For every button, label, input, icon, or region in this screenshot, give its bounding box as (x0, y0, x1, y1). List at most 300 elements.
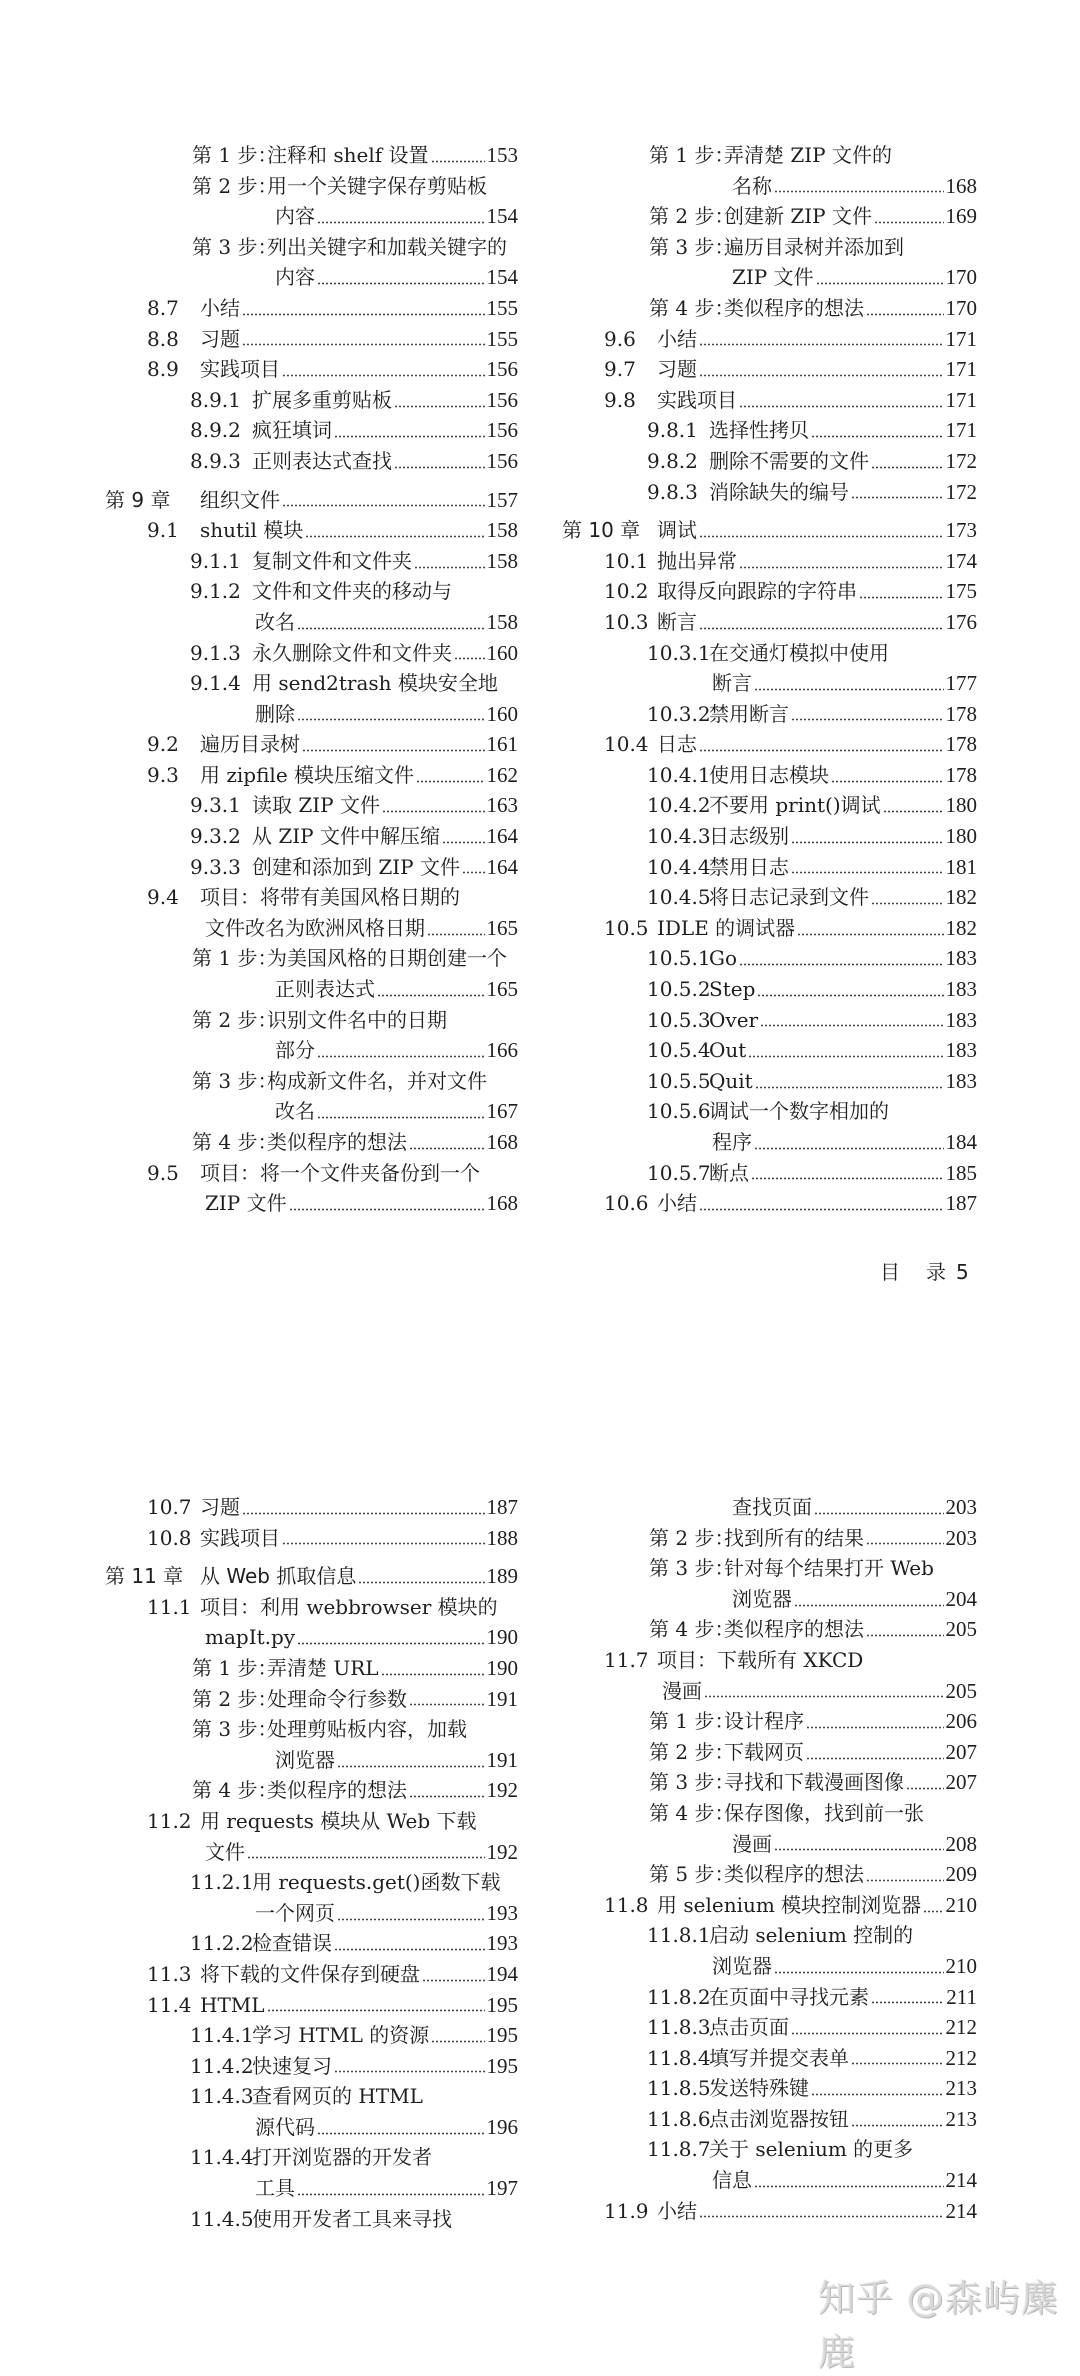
dot-leader (757, 994, 943, 997)
toc-entry (562, 2043, 977, 2074)
toc-entry-title: 处理剪贴板内容，加载 (267, 1717, 467, 1742)
toc-entry (105, 262, 518, 293)
dot-leader (317, 1055, 485, 1058)
toc-entry-title: 启动 selenium 控制的 (709, 1923, 914, 1948)
toc-entry (562, 1096, 977, 1127)
toc-entry-number: 8.8 (147, 326, 179, 351)
dot-leader (816, 282, 944, 285)
toc-entry-number: 10.3 (604, 609, 649, 634)
toc-entry-title: 为美国风格的日期创建一个 (267, 946, 507, 971)
dot-leader (831, 780, 944, 783)
toc-column-left (105, 1492, 518, 2234)
toc-entry-number: 11.2 (147, 1808, 192, 1833)
toc-entry (105, 1806, 518, 1837)
toc-entry (105, 2051, 518, 2082)
dot-leader (866, 313, 944, 316)
toc-entry-title: 调试 (657, 518, 697, 543)
dot-leader (267, 2009, 485, 2012)
dot-leader (874, 221, 944, 224)
toc-entry-title: 文件改名为欧洲风格日期 (205, 915, 425, 940)
toc-entry (562, 1158, 977, 1189)
dot-leader (427, 933, 485, 936)
dot-leader (247, 1856, 485, 1859)
toc-entry (105, 140, 518, 171)
toc-entry (562, 262, 977, 293)
toc-entry-page-number: 153 (486, 143, 518, 167)
toc-entry-title: 日志级别 (709, 824, 789, 849)
toc-entry (562, 607, 977, 638)
toc-entry-number: 9.6 (604, 326, 636, 351)
toc-entry-title: 用 requests 模块从 Web 下载 (200, 1808, 477, 1833)
toc-entry-number: 10.8 (147, 1525, 192, 1550)
toc-entry-page-number: 158 (486, 609, 518, 634)
toc-entry (105, 1158, 518, 1189)
toc-entry-number: 10.5.1 (647, 946, 711, 971)
toc-entry-page-number: 177 (945, 671, 977, 696)
toc-entry-title: Step (709, 977, 756, 1002)
toc-entry-page-number: 183 (945, 1038, 977, 1063)
toc-entry-page-number: 178 (945, 762, 977, 787)
dot-leader (774, 1848, 944, 1851)
toc-entry-page-number: 213 (945, 2076, 977, 2101)
toc-entry-number: 9.3.1 (190, 793, 241, 818)
dot-leader (791, 871, 944, 874)
toc-entry (105, 882, 518, 913)
toc-entry-number: 9.2 (147, 732, 179, 757)
toc-entry (105, 699, 518, 730)
toc-entry-number: 8.9.2 (190, 418, 241, 443)
toc-entry-page-number: 161 (486, 732, 518, 757)
dot-leader (358, 1581, 484, 1584)
toc-entry (105, 1684, 518, 1715)
toc-entry-number: 10.1 (604, 548, 649, 573)
toc-entry-title: 快速复习 (252, 2053, 332, 2078)
toc-entry-number: 11.8.4 (647, 2045, 711, 2070)
toc-entry (105, 1188, 518, 1219)
toc-entry-title: 从 ZIP 文件中解压缩 (252, 824, 440, 849)
toc-entry-page-number: 154 (486, 204, 518, 229)
toc-entry-number: 10.4.2 (647, 793, 711, 818)
toc-entry-title: 类似程序的想法 (724, 1617, 864, 1642)
toc-entry-title: 注释和 shelf 设置 (267, 143, 429, 167)
toc-entry-number: 10.4.4 (647, 854, 711, 879)
dot-leader (305, 535, 484, 538)
toc-entry-page-number: 160 (486, 640, 518, 665)
toc-chapter-entry (105, 1561, 518, 1592)
dot-leader (297, 1642, 484, 1645)
toc-entry-title: 小结 (657, 326, 697, 351)
toc-entry-title: 组织文件 (200, 487, 280, 512)
toc-entry (562, 852, 977, 883)
toc-entry-number: 第 4 步： (192, 1778, 278, 1803)
toc-entry-number: 第 4 步： (649, 1800, 735, 1825)
toc-entry-number: 11.7 (604, 1647, 649, 1672)
toc-entry-title: 删除 (255, 701, 295, 726)
toc-entry-title: 内容 (275, 204, 315, 229)
toc-entry (562, 1005, 977, 1036)
dot-leader (302, 749, 485, 752)
toc-entry (562, 1492, 977, 1523)
toc-entry-title: 将下载的文件保存到硬盘 (200, 1961, 420, 1986)
toc-chapter-entry (105, 485, 518, 516)
toc-entry-page-number: 173 (945, 518, 977, 543)
toc-entry-number: 10.5 (604, 915, 649, 940)
dot-leader (334, 435, 485, 438)
toc-entry-number: 第 9 章 (105, 487, 171, 512)
toc-entry-number: 第 3 步： (192, 234, 278, 259)
toc-entry-title: Quit (709, 1068, 753, 1093)
toc-entry-number: 第 2 步： (192, 1007, 278, 1032)
dot-leader (739, 566, 944, 569)
toc-entry-page-number: 205 (945, 1617, 977, 1642)
toc-entry-page-number: 203 (945, 1495, 977, 1519)
toc-entry-title: 创建新 ZIP 文件 (724, 204, 872, 229)
dot-leader (814, 1512, 944, 1515)
toc-entry-title: 点击浏览器按钮 (709, 2106, 849, 2131)
dot-leader (317, 282, 485, 285)
dot-leader (859, 596, 944, 599)
dot-leader (699, 1208, 944, 1211)
dot-leader (242, 313, 485, 316)
toc-entry-number: 9.1.2 (190, 579, 241, 604)
toc-entry (105, 1066, 518, 1097)
toc-entry-title: 信息 (712, 2168, 752, 2193)
toc-entry-title: HTML (200, 1992, 265, 2017)
toc-entry-title: 类似程序的想法 (267, 1130, 407, 1154)
toc-entry (105, 2081, 518, 2112)
toc-entry (105, 821, 518, 852)
dot-leader (739, 963, 943, 966)
toc-entry-number: 第 10 章 (562, 518, 641, 543)
toc-entry (105, 607, 518, 638)
toc-entry-page-number: 178 (945, 732, 977, 757)
toc-entry-number: 9.7 (604, 357, 636, 382)
toc-entry-title: 实践项目 (200, 357, 280, 382)
toc-entry-page-number: 166 (486, 1038, 518, 1063)
toc-entry (562, 576, 977, 607)
toc-entry-number: 11.2.1 (190, 1870, 254, 1895)
toc-entry (562, 354, 977, 385)
dot-leader (751, 1177, 944, 1180)
dot-leader (871, 902, 944, 905)
toc-entry (105, 1775, 518, 1806)
toc-entry (105, 1867, 518, 1898)
toc-entry (105, 2142, 518, 2173)
toc-entry (562, 1982, 977, 2013)
toc-entry-number: 10.5.4 (647, 1038, 711, 1063)
toc-entry-page-number: 167 (486, 1099, 518, 1124)
toc-entry (105, 1653, 518, 1684)
toc-entry (562, 1584, 977, 1615)
toc-entry-title: 创建和添加到 ZIP 文件 (252, 854, 460, 879)
toc-entry-number: 11.8.3 (647, 2015, 711, 2040)
toc-entry-title: 删除不需要的文件 (709, 448, 869, 473)
toc-entry-title: 类似程序的想法 (267, 1778, 407, 1803)
toc-entry-page-number: 183 (945, 1068, 977, 1093)
toc-entry-title: 发送特殊键 (709, 2076, 809, 2101)
toc-entry (105, 943, 518, 974)
footer-label-mu: 目 (880, 1260, 900, 1284)
dot-leader (317, 1116, 485, 1119)
toc-entry-page-number: 156 (486, 357, 518, 382)
dot-leader (754, 1147, 944, 1150)
toc-entry-number: 第 3 步： (192, 1068, 278, 1093)
dot-leader (416, 780, 484, 783)
toc-entry-title: 一个网页 (255, 1900, 335, 1925)
toc-entry-number: 第 2 步： (649, 1739, 735, 1764)
toc-entry (562, 1829, 977, 1860)
toc-column-right (562, 1492, 977, 2226)
toc-entry-number: 9.1 (147, 518, 179, 543)
toc-entry-number: 10.2 (604, 579, 649, 604)
toc-entry-number: 8.9.3 (190, 448, 241, 473)
dot-leader (851, 496, 944, 499)
toc-entry-page-number: 207 (945, 1739, 977, 1764)
toc-entry-page-number: 193 (486, 1900, 518, 1925)
toc-entry-page-number: 169 (945, 204, 977, 229)
dot-leader (337, 1918, 485, 1921)
toc-entry (562, 2196, 977, 2227)
toc-entry (105, 1096, 518, 1127)
dot-leader (454, 657, 485, 660)
toc-entry-number: 11.4.3 (190, 2084, 254, 2109)
toc-entry (105, 293, 518, 324)
toc-entry-title: 从 Web 抓取信息 (200, 1564, 357, 1589)
toc-entry-number: 9.3 (147, 762, 179, 787)
toc-entry-page-number: 156 (486, 448, 518, 473)
toc-entry-number: 第 3 步： (649, 1770, 735, 1795)
toc-entry-page-number: 160 (486, 701, 518, 726)
toc-entry (105, 1622, 518, 1653)
toc-entry-title: 将日志记录到文件 (709, 885, 869, 910)
toc-entry-number: 第 1 步： (192, 143, 278, 167)
toc-entry-number: 9.4 (147, 885, 179, 910)
toc-entry-number: 第 11 章 (105, 1564, 184, 1589)
toc-entry-title: 构成新文件名，并对文件 (267, 1068, 487, 1093)
toc-entry-title: 名称 (732, 173, 772, 198)
toc-entry-title: 小结 (200, 295, 240, 320)
toc-entry-title: 选择性拷贝 (709, 418, 809, 443)
toc-entry-page-number: 185 (945, 1160, 977, 1185)
toc-entry-title: Out (709, 1038, 747, 1063)
toc-entry-number: 第 3 步： (192, 1717, 278, 1742)
toc-entry-title: 检查错误 (252, 1931, 332, 1956)
dot-leader (431, 160, 485, 163)
toc-entry-number: 11.9 (604, 2198, 649, 2223)
toc-entry (562, 1127, 977, 1158)
toc-entry-page-number: 180 (945, 793, 977, 818)
toc-entry (105, 729, 518, 760)
dot-leader (883, 810, 944, 813)
toc-entry-title: 处理命令行参数 (267, 1686, 407, 1711)
dot-leader (774, 1971, 944, 1974)
toc-entry-page-number: 157 (486, 487, 518, 512)
toc-entry-title: 浏览器 (732, 1586, 792, 1611)
dot-leader (748, 1055, 943, 1058)
dot-leader (739, 405, 944, 408)
dot-leader (282, 1542, 485, 1545)
toc-entry-number: 8.7 (147, 295, 179, 320)
toc-entry (562, 2165, 977, 2196)
toc-entry-number: 第 1 步： (192, 946, 278, 971)
toc-entry (105, 1928, 518, 1959)
toc-entry (562, 232, 977, 263)
toc-entry (105, 2020, 518, 2051)
toc-entry-page-number: 194 (486, 1961, 518, 1986)
toc-entry-title: shutil 模块 (200, 518, 304, 543)
toc-entry-title: 正则表达式查找 (252, 448, 392, 473)
toc-entry (562, 2012, 977, 2043)
dot-leader (289, 1208, 485, 1211)
toc-entry-title: 浏览器 (275, 1747, 335, 1772)
toc-entry-number: 10.4 (604, 732, 649, 757)
toc-entry (562, 760, 977, 791)
dot-leader (791, 718, 944, 721)
dot-leader (431, 2040, 484, 2043)
dot-leader (409, 1703, 485, 1706)
toc-entry (562, 913, 977, 944)
toc-entry (105, 1035, 518, 1066)
toc-entry-number: 9.1.4 (190, 671, 241, 696)
toc-entry-title: 点击页面 (709, 2015, 789, 2040)
dot-leader (297, 718, 485, 721)
dot-leader (282, 504, 485, 507)
toc-entry-title: 填写并提交表单 (709, 2045, 849, 2070)
toc-entry (562, 1767, 977, 1798)
toc-entry-title: 断言 (712, 671, 752, 696)
toc-entry-number: 10.6 (604, 1191, 649, 1216)
toc-entry-title: 扩展多重剪贴板 (252, 387, 392, 412)
toc-entry-page-number: 206 (945, 1709, 977, 1734)
toc-entry (562, 1066, 977, 1097)
toc-entry-title: mapIt.py (205, 1625, 296, 1650)
toc-entry-number: 9.1.1 (190, 548, 241, 573)
toc-column-right (562, 140, 977, 1219)
toc-entry (105, 576, 518, 607)
toc-entry-page-number: 175 (945, 579, 977, 604)
toc-entry-number: 11.8.1 (647, 1923, 711, 1948)
toc-entry-title: ZIP 文件 (732, 265, 814, 290)
toc-entry-number: 10.5.6 (647, 1099, 711, 1124)
toc-entry-page-number: 154 (486, 265, 518, 290)
toc-chapter-entry (562, 515, 977, 546)
dot-leader (382, 810, 485, 813)
toc-entry-page-number: 196 (486, 2114, 518, 2139)
toc-entry-page-number: 158 (486, 518, 518, 543)
toc-entry (105, 1745, 518, 1776)
toc-entry-page-number: 210 (945, 1953, 977, 1978)
toc-entry-title: 复制文件和文件夹 (252, 548, 412, 573)
toc-entry (105, 1523, 518, 1554)
dot-leader (317, 2132, 485, 2135)
toc-entry (105, 385, 518, 416)
toc-entry-number: 第 1 步： (649, 143, 735, 167)
dot-leader (442, 841, 485, 844)
dot-leader (699, 343, 944, 346)
toc-entry-number: 11.8 (604, 1892, 649, 1917)
dot-leader (414, 566, 485, 569)
toc-entry-page-number: 209 (945, 1862, 977, 1887)
toc-entry-page-number: 204 (945, 1586, 977, 1611)
dot-leader (851, 2062, 944, 2065)
toc-entry (105, 354, 518, 385)
toc-entry (562, 2104, 977, 2135)
toc-entry-title: IDLE 的调试器 (657, 915, 796, 940)
dot-leader (906, 1787, 944, 1790)
toc-entry-page-number: 180 (945, 824, 977, 849)
toc-entry-page-number: 182 (945, 915, 977, 940)
toc-entry-title: 项目：将一个文件夹备份到一个 (200, 1160, 480, 1185)
dot-leader (774, 190, 944, 193)
dot-leader (242, 343, 485, 346)
dot-leader (699, 374, 944, 377)
toc-entry-page-number: 187 (486, 1495, 518, 1519)
toc-entry-page-number: 158 (486, 548, 518, 573)
toc-entry-title: 学习 HTML 的资源 (252, 2023, 430, 2048)
toc-entry-title: 部分 (275, 1038, 315, 1063)
toc-entry-title: 在交通灯模拟中使用 (709, 640, 889, 665)
toc-entry-number: 10.5.5 (647, 1068, 711, 1093)
toc-entry-title: 习题 (657, 357, 697, 382)
toc-entry (562, 882, 977, 913)
toc-entry (105, 790, 518, 821)
toc-entry-title: ZIP 文件 (205, 1191, 287, 1216)
toc-entry-number: 第 4 步： (649, 1617, 735, 1642)
toc-entry (105, 232, 518, 263)
toc-entry (562, 821, 977, 852)
toc-entry (562, 415, 977, 446)
toc-entry (562, 1798, 977, 1829)
toc-entry-number: 11.4.5 (190, 2206, 254, 2231)
dot-leader (794, 1604, 944, 1607)
toc-entry-page-number: 164 (486, 824, 518, 849)
toc-entry-title: 使用日志模块 (709, 762, 829, 787)
toc-entry-page-number: 170 (945, 265, 977, 290)
toc-entry-title: 文件 (205, 1839, 245, 1864)
dot-leader (394, 466, 485, 469)
toc-entry-title: 项目：利用 webbrowser 模块的 (200, 1594, 498, 1619)
toc-entry (562, 171, 977, 202)
toc-entry-page-number: 182 (945, 885, 977, 910)
toc-entry (562, 1035, 977, 1066)
dot-leader (871, 2001, 944, 2004)
toc-entry (562, 699, 977, 730)
dot-leader (866, 1879, 944, 1882)
toc-entry-title: 读取 ZIP 文件 (252, 793, 380, 818)
toc-entry-page-number: 168 (945, 173, 977, 198)
toc-entry-title: 用 requests.get()函数下载 (252, 1870, 501, 1895)
dot-leader (377, 994, 485, 997)
toc-entry-title: 断言 (657, 609, 697, 634)
toc-entry-page-number: 191 (486, 1747, 518, 1772)
toc-entry-title: Over (709, 1007, 759, 1032)
toc-entry-title: 类似程序的想法 (724, 1862, 864, 1887)
dot-leader (317, 221, 485, 224)
toc-entry-page-number: 203 (945, 1525, 977, 1550)
toc-entry-number: 11.3 (147, 1961, 192, 1986)
dot-leader (755, 1086, 944, 1089)
toc-entry-number: 9.3.3 (190, 854, 241, 879)
toc-entry-page-number: 210 (945, 1892, 977, 1917)
toc-entry-title: 列出关键字和加载关键字的 (267, 234, 507, 259)
toc-entry (562, 1553, 977, 1584)
dot-leader (394, 405, 485, 408)
toc-entry-title: 疯狂填词 (252, 418, 332, 443)
toc-entry-number: 第 1 步： (649, 1709, 735, 1734)
toc-entry (562, 201, 977, 232)
toc-entry-title: 程序 (712, 1130, 752, 1154)
toc-entry-number: 11.8.7 (647, 2137, 711, 2162)
